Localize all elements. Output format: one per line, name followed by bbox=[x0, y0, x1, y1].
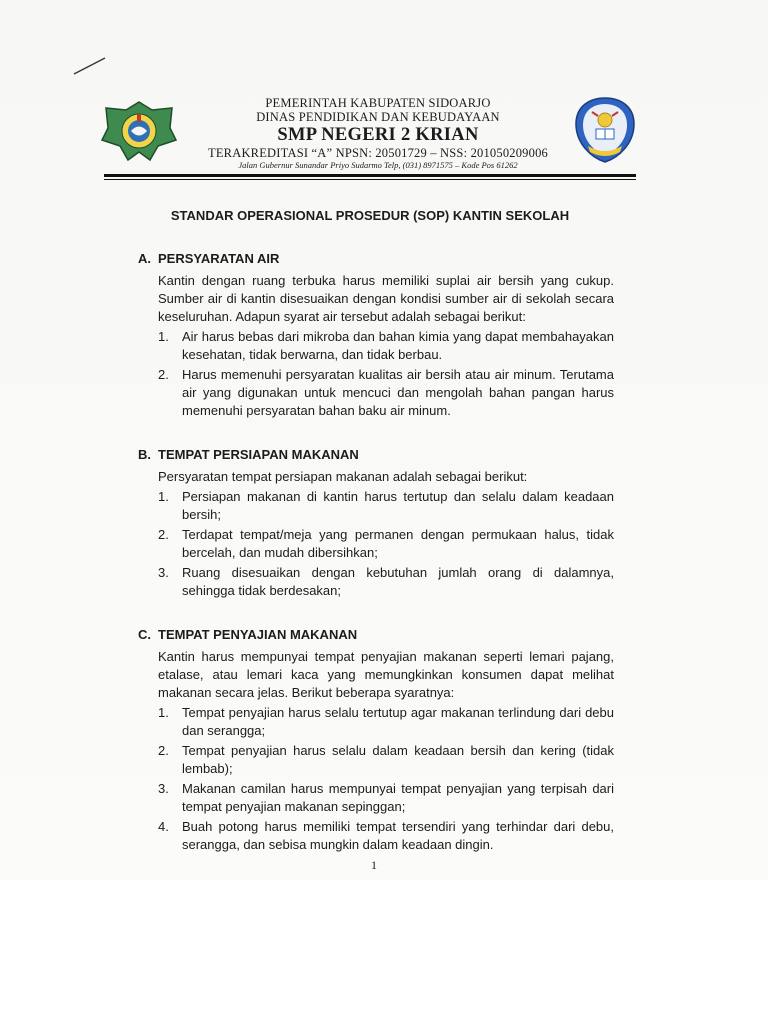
section-letter: B. bbox=[138, 447, 151, 462]
list-item bbox=[158, 564, 614, 600]
letterhead bbox=[100, 92, 620, 182]
section-tempat-penyajian-makanan bbox=[138, 626, 614, 854]
item-number: 2. bbox=[158, 743, 169, 758]
list-item bbox=[158, 488, 614, 524]
item-number: 3. bbox=[158, 781, 169, 796]
section-title: TEMPAT PERSIAPAN MAKANAN bbox=[158, 447, 359, 462]
item-list bbox=[158, 488, 614, 600]
section-heading bbox=[138, 250, 614, 268]
document-body bbox=[138, 250, 614, 880]
section-heading bbox=[138, 446, 614, 464]
item-number: 1. bbox=[158, 489, 169, 504]
item-text: Air harus bebas dari mikroba dan bahan kimia yang dapat membahayakan kesehatan, tidak berwarna, dan tidak berbau. bbox=[182, 329, 614, 362]
list-item bbox=[158, 818, 614, 854]
item-number: 2. bbox=[158, 367, 169, 382]
section-persyaratan-air bbox=[138, 250, 614, 420]
item-number: 1. bbox=[158, 329, 169, 344]
item-number: 2. bbox=[158, 527, 169, 542]
government-name: PEMERINTAH KABUPATEN SIDOARJO bbox=[265, 96, 491, 110]
section-title: PERSYARATAN AIR bbox=[158, 251, 280, 266]
sidoarjo-regency-emblem-icon bbox=[100, 100, 178, 162]
list-item bbox=[158, 526, 614, 562]
item-list bbox=[158, 704, 614, 854]
list-item bbox=[158, 704, 614, 740]
pen-mark bbox=[72, 55, 108, 77]
item-text: Persiapan makanan di kantin harus tertutup dan selalu dalam keadaan bersih; bbox=[182, 489, 614, 522]
list-item bbox=[158, 366, 614, 420]
letterhead-rule-thin bbox=[104, 179, 636, 180]
document-title: STANDAR OPERASIONAL PROSEDUR (SOP) KANTIN SEKOLAH bbox=[170, 208, 570, 223]
item-number: 1. bbox=[158, 705, 169, 720]
school-crest-icon bbox=[572, 96, 638, 164]
letterhead-text bbox=[192, 96, 564, 171]
item-text: Terdapat tempat/meja yang permanen dengan permukaan halus, tidak bercelah, dan mudah dibersihkan; bbox=[182, 527, 614, 560]
section-intro: Kantin dengan ruang terbuka harus memiliki suplai air bersih yang cukup. Sumber air di kantin disesuaikan dengan kondisi sumber air di sekolah secara keseluruhan. Adapun syarat air tersebut adalah sebagai berikut: bbox=[158, 273, 614, 324]
page-number: 1 bbox=[371, 858, 377, 872]
list-item bbox=[158, 328, 614, 364]
department-name: DINAS PENDIDIKAN DAN KEBUDAYAAN bbox=[256, 110, 500, 124]
item-text: Makanan camilan harus mempunyai tempat penyajian yang terpisah dari tempat penyajian makanan sepinggan; bbox=[182, 781, 614, 814]
item-text: Harus memenuhi persyaratan kualitas air bersih atau air minum. Terutama air yang digunakan untuk mencuci dan mengolah bahan pangan harus memenuhi persyaratan bahan baku air minum. bbox=[182, 367, 614, 418]
item-number: 3. bbox=[158, 565, 169, 580]
section-letter: A. bbox=[138, 251, 151, 266]
item-text: Tempat penyajian harus selalu dalam keadaan bersih dan kering (tidak lembab); bbox=[182, 743, 614, 776]
section-title: TEMPAT PENYAJIAN MAKANAN bbox=[158, 627, 358, 642]
school-name: SMP NEGERI 2 KRIAN bbox=[277, 125, 479, 145]
item-text: Tempat penyajian harus selalu tertutup agar makanan terlindung dari debu dan serangga; bbox=[182, 705, 614, 738]
section-tempat-persiapan-makanan bbox=[138, 446, 614, 600]
item-list bbox=[158, 328, 614, 420]
section-intro: Persyaratan tempat persiapan makanan adalah sebagai berikut: bbox=[158, 469, 528, 484]
list-item bbox=[158, 780, 614, 816]
section-intro: Kantin harus mempunyai tempat penyajian makanan seperti lemari pajang, etalase, atau lemari kaca yang memungkinkan konsumen dapat melihat makanan secara jelas. Berikut beberapa syaratnya: bbox=[158, 649, 614, 700]
school-address: Jalan Gubernur Sunandar Priyo Sudarmo Telp, (031) 8971575 – Kode Pos 61262 bbox=[238, 160, 518, 170]
item-number: 4. bbox=[158, 819, 169, 834]
item-text: Buah potong harus memiliki tempat tersendiri yang terhindar dari debu, serangga, dan sebisa mungkin dalam keadaan dingin. bbox=[182, 819, 614, 852]
list-item bbox=[158, 742, 614, 778]
section-letter: C. bbox=[138, 627, 151, 642]
accreditation-line: TERAKREDITASI “A” NPSN: 20501729 – NSS: 201050209006 bbox=[208, 146, 548, 160]
letterhead-rule-thick bbox=[104, 174, 636, 177]
item-text: Ruang disesuaikan dengan kebutuhan jumlah orang di dalamnya, sehingga tidak berdesakan; bbox=[182, 565, 614, 598]
section-heading bbox=[138, 626, 614, 644]
